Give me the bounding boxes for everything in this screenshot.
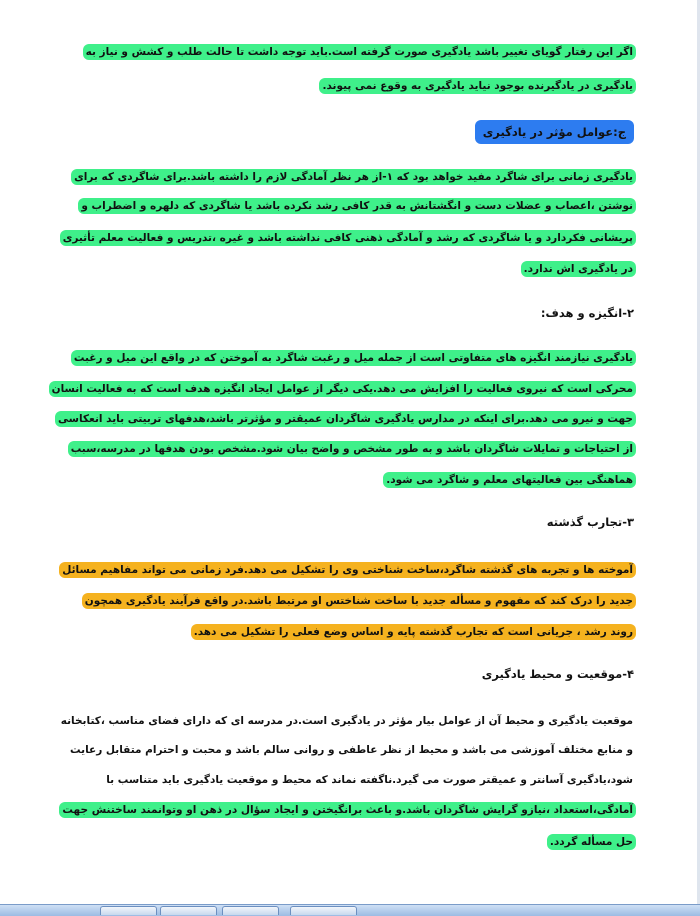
section-heading: ج:عوامل مؤثر در یادگیری bbox=[475, 120, 634, 144]
taskbar bbox=[0, 904, 700, 916]
taskbar-button[interactable] bbox=[160, 906, 217, 915]
taskbar-button[interactable] bbox=[222, 906, 279, 915]
para1-line-4: در یادگیری اش ندارد. bbox=[66, 257, 636, 281]
heading-past-experience: ۳-تجارب گذشته bbox=[546, 515, 634, 529]
para3-line-1: آموخته ها و تجربه های گذشته شاگرد،ساخت شناختی وی را تشکیل می دهد.فرد زمانی می تواند مفاهیم مسائل bbox=[66, 558, 636, 582]
para4-line-3: شود،یادگیری آسانتر و عمیقتر صورت می گیرد.ناگفته نماند که محیط و موقعیت یادگیری باید متناسب با bbox=[106, 774, 633, 786]
para4-line-1: موقعیت یادگیری و محیط آن از عوامل بیار مؤثر در یادگیری است.در مدرسه ای که دارای فضای مناسب ،کتابخانه bbox=[60, 715, 633, 727]
para1-line-3: پریشانی فکردارد و یا شاگردی که رشد و آمادگی ذهنی کافی نداشته باشد و غیره ،تدریس و فعالیت معلم تأثیری bbox=[66, 226, 636, 250]
para4-line-5: حل مسأله گردد. bbox=[66, 830, 636, 854]
para2-line-2: محرکی است که نیروی فعالیت را افزایش می دهد.یکی دیگر از عوامل ایجاد انگیزه هدف است که به فعالیت انسان bbox=[66, 377, 636, 401]
intro-line-1: اگر این رفتار گویای تغییر باشد یادگیری صورت گرفته است.باید توجه داشت تا حالت طلب و کشش و نیاز به bbox=[66, 40, 636, 64]
heading-motivation: ۲-انگیزه و هدف: bbox=[540, 306, 634, 320]
para2-line-4: از احتیاجات و تمایلات شاگردان باشد و به طور مشخص و واضح بیان شود.مشخص بودن هدفها در مدرسه،سبب bbox=[66, 437, 636, 461]
para3-line-3: روند رشد ، جریانی است که تجارب گذشته پایه و اساس وضع فعلی را تشکیل می دهد. bbox=[66, 620, 636, 644]
para1-line-1: یادگیری زمانی برای شاگرد مفید خواهد بود که ۱-از هر نظر آمادگی لازم را داشته باشد.برای شاگردی که برای bbox=[66, 165, 636, 189]
heading-environment: ۴-موقعیت و محیط یادگیری bbox=[481, 667, 634, 681]
para2-line-1: یادگیری نیازمند انگیزه های متفاوتی است از جمله میل و رغبت شاگرد به آموختن که در واقع این میل و رغبت bbox=[66, 346, 636, 370]
para2-line-5: هماهنگی بین فعالیتهای معلم و شاگرد می شود. bbox=[66, 468, 636, 492]
para4-line-4: آمادگی،استعداد ،نیازو گرایش شاگردان باشد.و باعث برانگیختن و ایجاد سؤال در ذهن او وتوانمند ساختنش جهت bbox=[66, 798, 636, 822]
taskbar-button[interactable] bbox=[100, 906, 157, 915]
para4-line-2: و منابع مختلف آموزشی می باشد و محیط از نظر عاطفی و روانی سالم باشد و محبت و احترام متقابل رعایت bbox=[70, 744, 633, 756]
para3-line-2: جدید را درک کند که مفهوم و مسأله جدید با ساخت شناختس او مرتبط باشد.در واقع فرآیند یادگیری همچون bbox=[66, 589, 636, 613]
para1-line-2: نوشتن ،اعصاب و عضلات دست و انگشتانش به قدر کافی رشد نکرده باشد یا شاگردی که دلهره و اضطراب و bbox=[66, 194, 636, 218]
intro-line-2: یادگیری در یادگیرنده بوجود نیاید یادگیری به وقوع نمی پیوند. bbox=[66, 74, 636, 98]
para2-line-3: جهت و نیرو می دهد.برای اینکه در مدارس یادگیری شاگردان عمیقتر و مؤثرتر باشد،هدفهای تربیتی باید انعکاسی bbox=[66, 407, 636, 431]
taskbar-button[interactable] bbox=[290, 906, 357, 915]
